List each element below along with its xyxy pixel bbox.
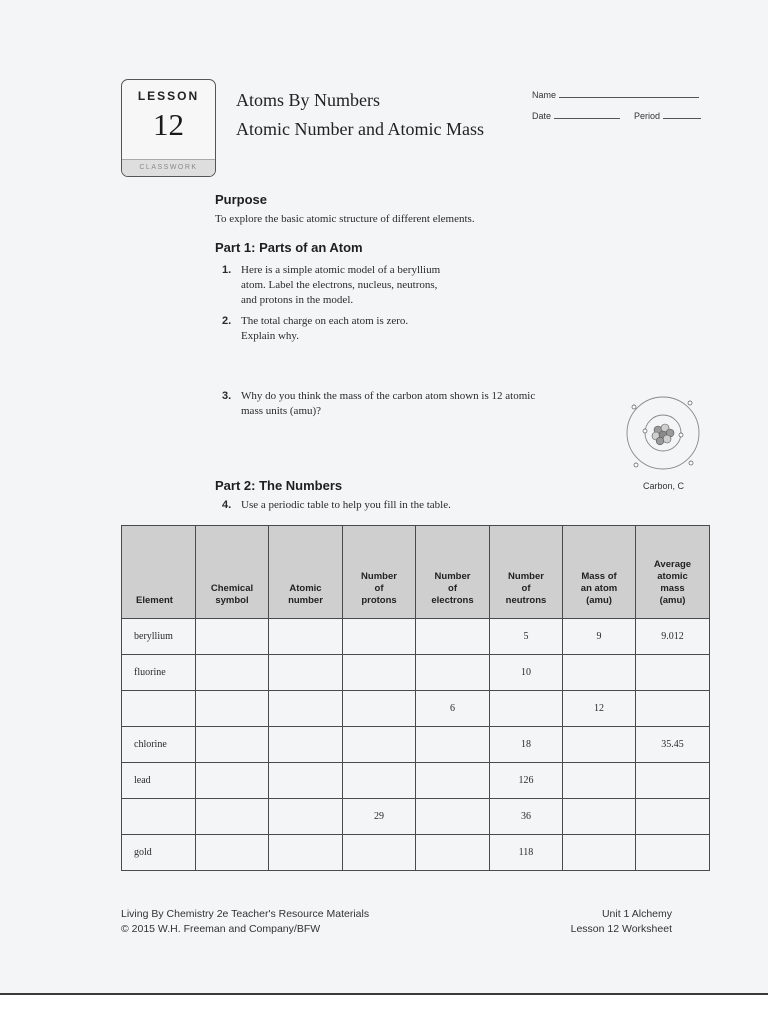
table-cell[interactable]: 9.012 [636,619,710,655]
table-cell[interactable] [636,835,710,871]
table-cell[interactable]: chlorine [122,727,196,763]
table-cell[interactable]: 5 [490,619,563,655]
column-header-line: symbol [215,595,249,606]
table-cell[interactable] [416,619,490,655]
carbon-atom-diagram [618,395,713,475]
table-cell[interactable] [636,691,710,727]
column-header-line: Chemical [210,583,254,594]
table-cell[interactable]: 35.45 [636,727,710,763]
column-header-line: an atom [580,583,618,594]
scanner-background [0,995,768,1024]
footer-publication: Living By Chemistry 2e Teacher's Resource Materials [121,908,370,920]
part1-heading: Part 1: Parts of an Atom [215,240,363,255]
table-cell[interactable]: fluorine [122,655,196,691]
column-header-line: Average [653,559,692,570]
date-field[interactable] [532,110,620,121]
element-table [121,525,710,871]
column-header [269,526,343,619]
table-cell[interactable] [122,799,196,835]
classwork-label: CLASSWORK [122,159,215,176]
atom-caption: Carbon, C [643,481,685,491]
purpose-text: To explore the basic atomic structure of different elements. [215,213,475,225]
table-cell[interactable] [636,763,710,799]
column-header-line: Element [136,595,173,606]
lesson-badge [121,79,216,177]
table-cell[interactable] [416,835,490,871]
table-cell[interactable] [416,655,490,691]
column-header-line: electrons [431,595,474,606]
footer-unit: Unit 1 Alchemy [601,908,672,920]
table-cell[interactable] [196,691,269,727]
purpose-heading: Purpose [215,192,268,207]
column-header [196,526,269,619]
column-header [122,526,196,619]
column-header-line: Number [361,571,397,582]
column-header-line: of [521,583,531,594]
table-cell[interactable] [343,619,416,655]
column-header-line: of [448,583,457,594]
table-cell[interactable] [416,727,490,763]
period-label: Period [634,111,661,121]
question-3 [222,389,535,419]
question-2-number: 2. [222,315,232,327]
table-cell[interactable] [563,799,636,835]
table-row [122,799,710,835]
column-header [636,526,710,619]
table-row [122,691,710,727]
table-cell[interactable]: 126 [490,763,563,799]
question-1-number: 1. [222,264,232,276]
table-cell[interactable] [636,799,710,835]
column-header-line: Number [508,571,544,582]
column-header-line: Atomic [289,583,322,594]
question-4-text: Use a periodic table to help you fill in the table. [241,499,451,511]
footer-copyright: © 2015 W.H. Freeman and Company/BFW [121,923,321,935]
question-2-line: Explain why. [241,330,299,342]
table-cell[interactable] [269,799,343,835]
date-label: Date [532,111,552,121]
table-body [122,619,710,871]
table-cell[interactable] [636,655,710,691]
table-cell[interactable] [343,655,416,691]
table-cell[interactable] [343,835,416,871]
question-4 [222,498,451,513]
table-cell[interactable] [196,763,269,799]
table-cell[interactable] [563,835,636,871]
question-2 [222,314,408,344]
footer-left [121,907,369,937]
question-2-text [241,314,408,344]
worksheet-subtitle: Atomic Number and Atomic Mass [236,119,484,139]
column-header [490,526,563,619]
question-3-number: 3. [222,390,232,402]
table-header-row [122,526,710,619]
table-cell[interactable] [196,727,269,763]
footer-lesson: Lesson 12 Worksheet [570,923,672,935]
period-field[interactable] [634,110,701,121]
question-3-line: mass units (amu)? [241,405,322,417]
table-cell[interactable] [269,727,343,763]
column-header [343,526,416,619]
table-cell[interactable]: 36 [490,799,563,835]
column-header [563,526,636,619]
worksheet-title: Atoms By Numbers [236,90,380,110]
table-cell[interactable] [490,691,563,727]
question-3-text [241,389,535,419]
table-cell[interactable]: 29 [343,799,416,835]
footer-right [571,907,672,937]
column-header-line: (amu) [659,595,686,606]
table-cell[interactable] [196,619,269,655]
period-line [663,110,701,119]
table-cell[interactable]: lead [122,763,196,799]
lesson-label: LESSON [137,89,200,103]
column-header-line: mass [660,583,685,594]
column-header-line: Number [434,571,471,582]
date-line [554,110,620,119]
table-cell[interactable] [343,727,416,763]
question-3-line: Why do you think the mass of the carbon atom shown is 12 atomic [241,390,536,402]
table-cell[interactable] [269,655,343,691]
table-cell[interactable]: 12 [563,691,636,727]
table-row [122,835,710,871]
question-1-line: and protons in the model. [241,294,354,306]
table-cell[interactable] [416,763,490,799]
table-cell[interactable] [269,619,343,655]
column-header-line: of [374,583,384,594]
table-cell[interactable]: 118 [490,835,563,871]
table-row [122,655,710,691]
nucleus [652,424,674,445]
table-cell[interactable] [563,727,636,763]
question-1-line: atom. Label the electrons, nucleus, neutrons, [241,279,438,291]
table-cell[interactable] [196,799,269,835]
lesson-number: 12 [153,107,184,142]
question-1-text [241,263,440,308]
name-field[interactable] [532,89,699,100]
table-cell[interactable] [196,835,269,871]
table-cell[interactable] [269,835,343,871]
column-header-line: neutrons [505,595,547,606]
column-header [416,526,490,619]
table-cell[interactable]: 6 [416,691,490,727]
table-row [122,619,710,655]
column-header-line: protons [361,595,397,606]
table-cell[interactable] [343,691,416,727]
name-line [559,89,699,98]
table-cell[interactable] [122,691,196,727]
table-cell[interactable]: 18 [490,727,563,763]
column-header-line: (amu) [586,595,612,606]
table-cell[interactable]: 10 [490,655,563,691]
table-cell[interactable] [416,799,490,835]
name-label: Name [532,90,557,100]
table-cell[interactable]: 9 [563,619,636,655]
question-1 [222,263,440,308]
table-cell[interactable]: gold [122,835,196,871]
table-cell[interactable] [196,655,269,691]
question-4-number: 4. [222,499,232,511]
part2-heading: Part 2: The Numbers [215,478,343,493]
column-header-line: number [288,595,323,606]
table-cell[interactable]: beryllium [122,619,196,655]
column-header-line: Mass of [581,571,617,582]
table-cell[interactable] [269,691,343,727]
question-1-line: Here is a simple atomic model of a beryllium [241,264,441,276]
table-cell[interactable] [563,763,636,799]
table-row [122,727,710,763]
column-header-line: atomic [657,571,688,582]
table-cell[interactable] [269,763,343,799]
table-row [122,763,710,799]
table-cell[interactable] [563,655,636,691]
table-cell[interactable] [343,763,416,799]
question-2-line: The total charge on each atom is zero. [241,315,409,327]
